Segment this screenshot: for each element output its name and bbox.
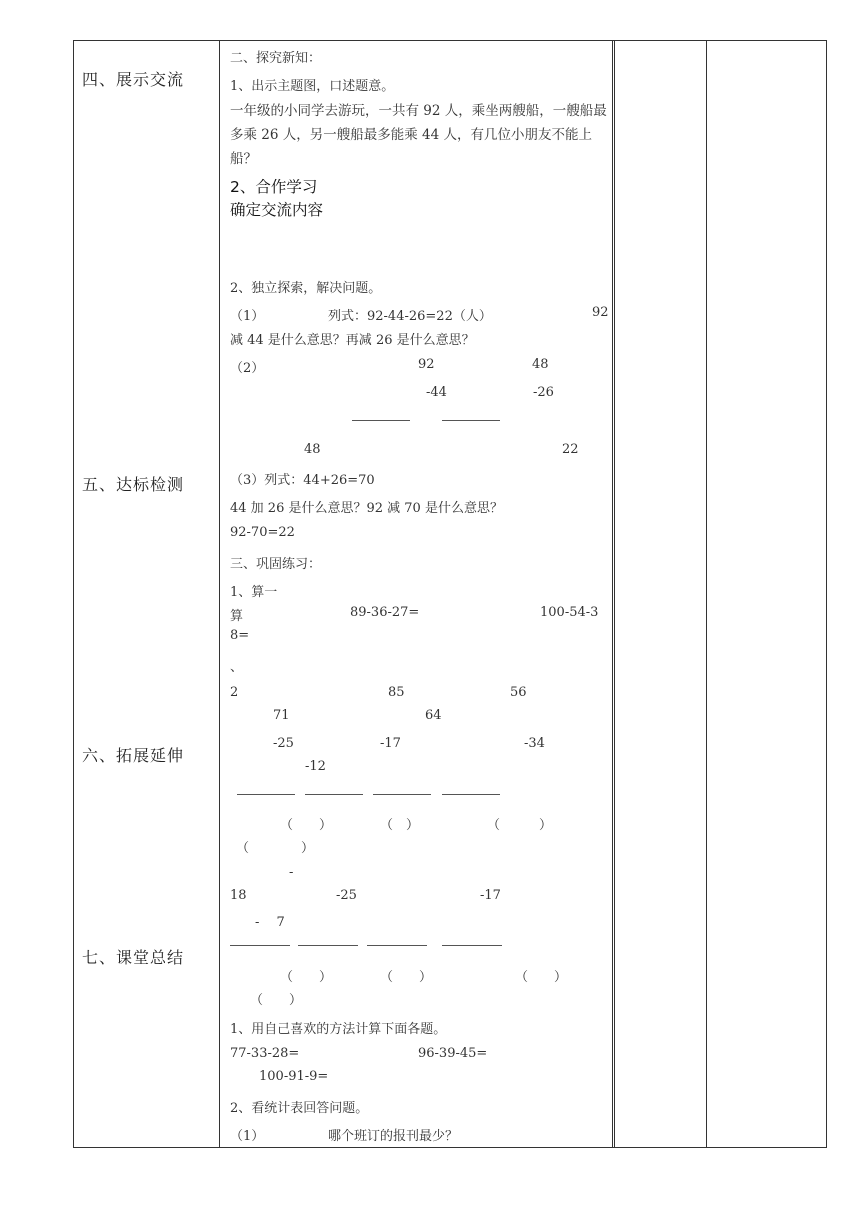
paren-5: （ ） [280,970,333,985]
sub-12: -12 [305,759,326,774]
num-18: 18 [230,888,247,903]
minus-sign: - [289,865,294,880]
item-1: 1、出示主题图，口述题意。 [230,79,395,94]
practice-1-b: 算 [230,609,244,624]
stat-question: 哪个班订的报刊最少？ [328,1129,459,1144]
method-1-tag: （1） [230,309,265,324]
vertical-sub-2: -26 [533,385,554,400]
sub-25: -25 [273,736,294,751]
section-label-6: 六、拓展延伸 [82,746,185,765]
solve-heading: 2、独立探索，解决问题。 [230,281,382,296]
column-divider-2 [612,40,615,1148]
vertical-line-2 [442,420,500,421]
method-1-formula: 列式：92-44-26=22（人） [328,309,492,324]
vertical-top-1: 92 [418,357,435,372]
section-label-5: 五、达标检测 [82,475,185,494]
heading-practice: 三、巩固练习： [230,557,322,572]
confirm-heading: 确定交流内容 [230,201,324,219]
paren-7: （ ） [515,970,568,985]
answer-line-3 [373,794,431,795]
sub-17: -17 [380,736,401,751]
practice-expr-2: 100-54-3 [540,605,599,620]
paren-4: （ ） [236,841,315,856]
sub-17-b: -17 [480,888,501,903]
num-2: 2 [230,685,239,700]
vertical-top-2: 48 [532,357,549,372]
paren-6: （ ） [380,970,433,985]
answer-line-5 [230,945,290,946]
paren-8: （ ） [250,993,303,1008]
answer-line-8 [442,945,502,946]
sub-34: -34 [524,736,545,751]
column-divider-3 [706,40,707,1148]
calc-heading: 1、用自己喜欢的方法计算下面各题。 [230,1022,447,1037]
answer-line-4 [442,794,500,795]
minus-7: - 7 [255,915,285,930]
answer-line-6 [298,945,358,946]
calc-expr-3: 100-91-9= [259,1069,329,1084]
answer-line-2 [305,794,363,795]
vertical-line-1 [352,420,410,421]
vertical-result-1: 48 [304,442,321,457]
lesson-table [73,40,827,1148]
calc-expr-2: 96-39-45= [418,1046,488,1061]
answer-line-7 [367,945,427,946]
calc-expr-1: 77-33-28= [230,1046,300,1061]
method-2-tag: （2） [230,361,265,376]
num-85: 85 [388,685,405,700]
story-problem: 一年级的小同学去游玩，一共有 92 人，乘坐两艘船，一艘船最多乘 26 人，另一艘船最多能乘 44 人，有几位小朋友不能上船？ [230,103,607,167]
practice-expr-2-cont: 8= [230,628,250,643]
paren-1: （ ） [280,818,333,833]
method-1-tail: 92 [592,305,609,320]
practice-1-a: 1、算一 [230,585,278,600]
enum-mark: 、 [230,660,244,675]
vertical-sub-1: -44 [426,385,447,400]
paren-2: （ ） [380,818,420,833]
method-3-answer: 92-70=22 [230,525,295,540]
stat-tag: （1） [230,1129,265,1144]
heading-explore: 二、探究新知： [230,51,322,66]
column-divider-1 [219,40,220,1148]
practice-expr-1: 89-36-27= [350,605,420,620]
stat-heading: 2、看统计表回答问题。 [230,1101,369,1116]
vertical-result-2: 22 [562,442,579,457]
coop-heading: 2、合作学习 [230,178,318,196]
section-label-7: 七、课堂总结 [82,948,185,967]
num-71: 71 [273,708,290,723]
num-56: 56 [510,685,527,700]
answer-line-1 [237,794,295,795]
method-3: （3）列式：44+26=70 [230,473,375,488]
section-label-4: 四、展示交流 [82,70,185,89]
paren-3: （ ） [487,818,553,833]
num-64: 64 [425,708,442,723]
sub-25-b: -25 [336,888,357,903]
method-3-question: 44 加 26 是什么意思？92 减 70 是什么意思？ [230,501,503,516]
method-1-question: 减 44 是什么意思？再减 26 是什么意思？ [230,333,475,348]
